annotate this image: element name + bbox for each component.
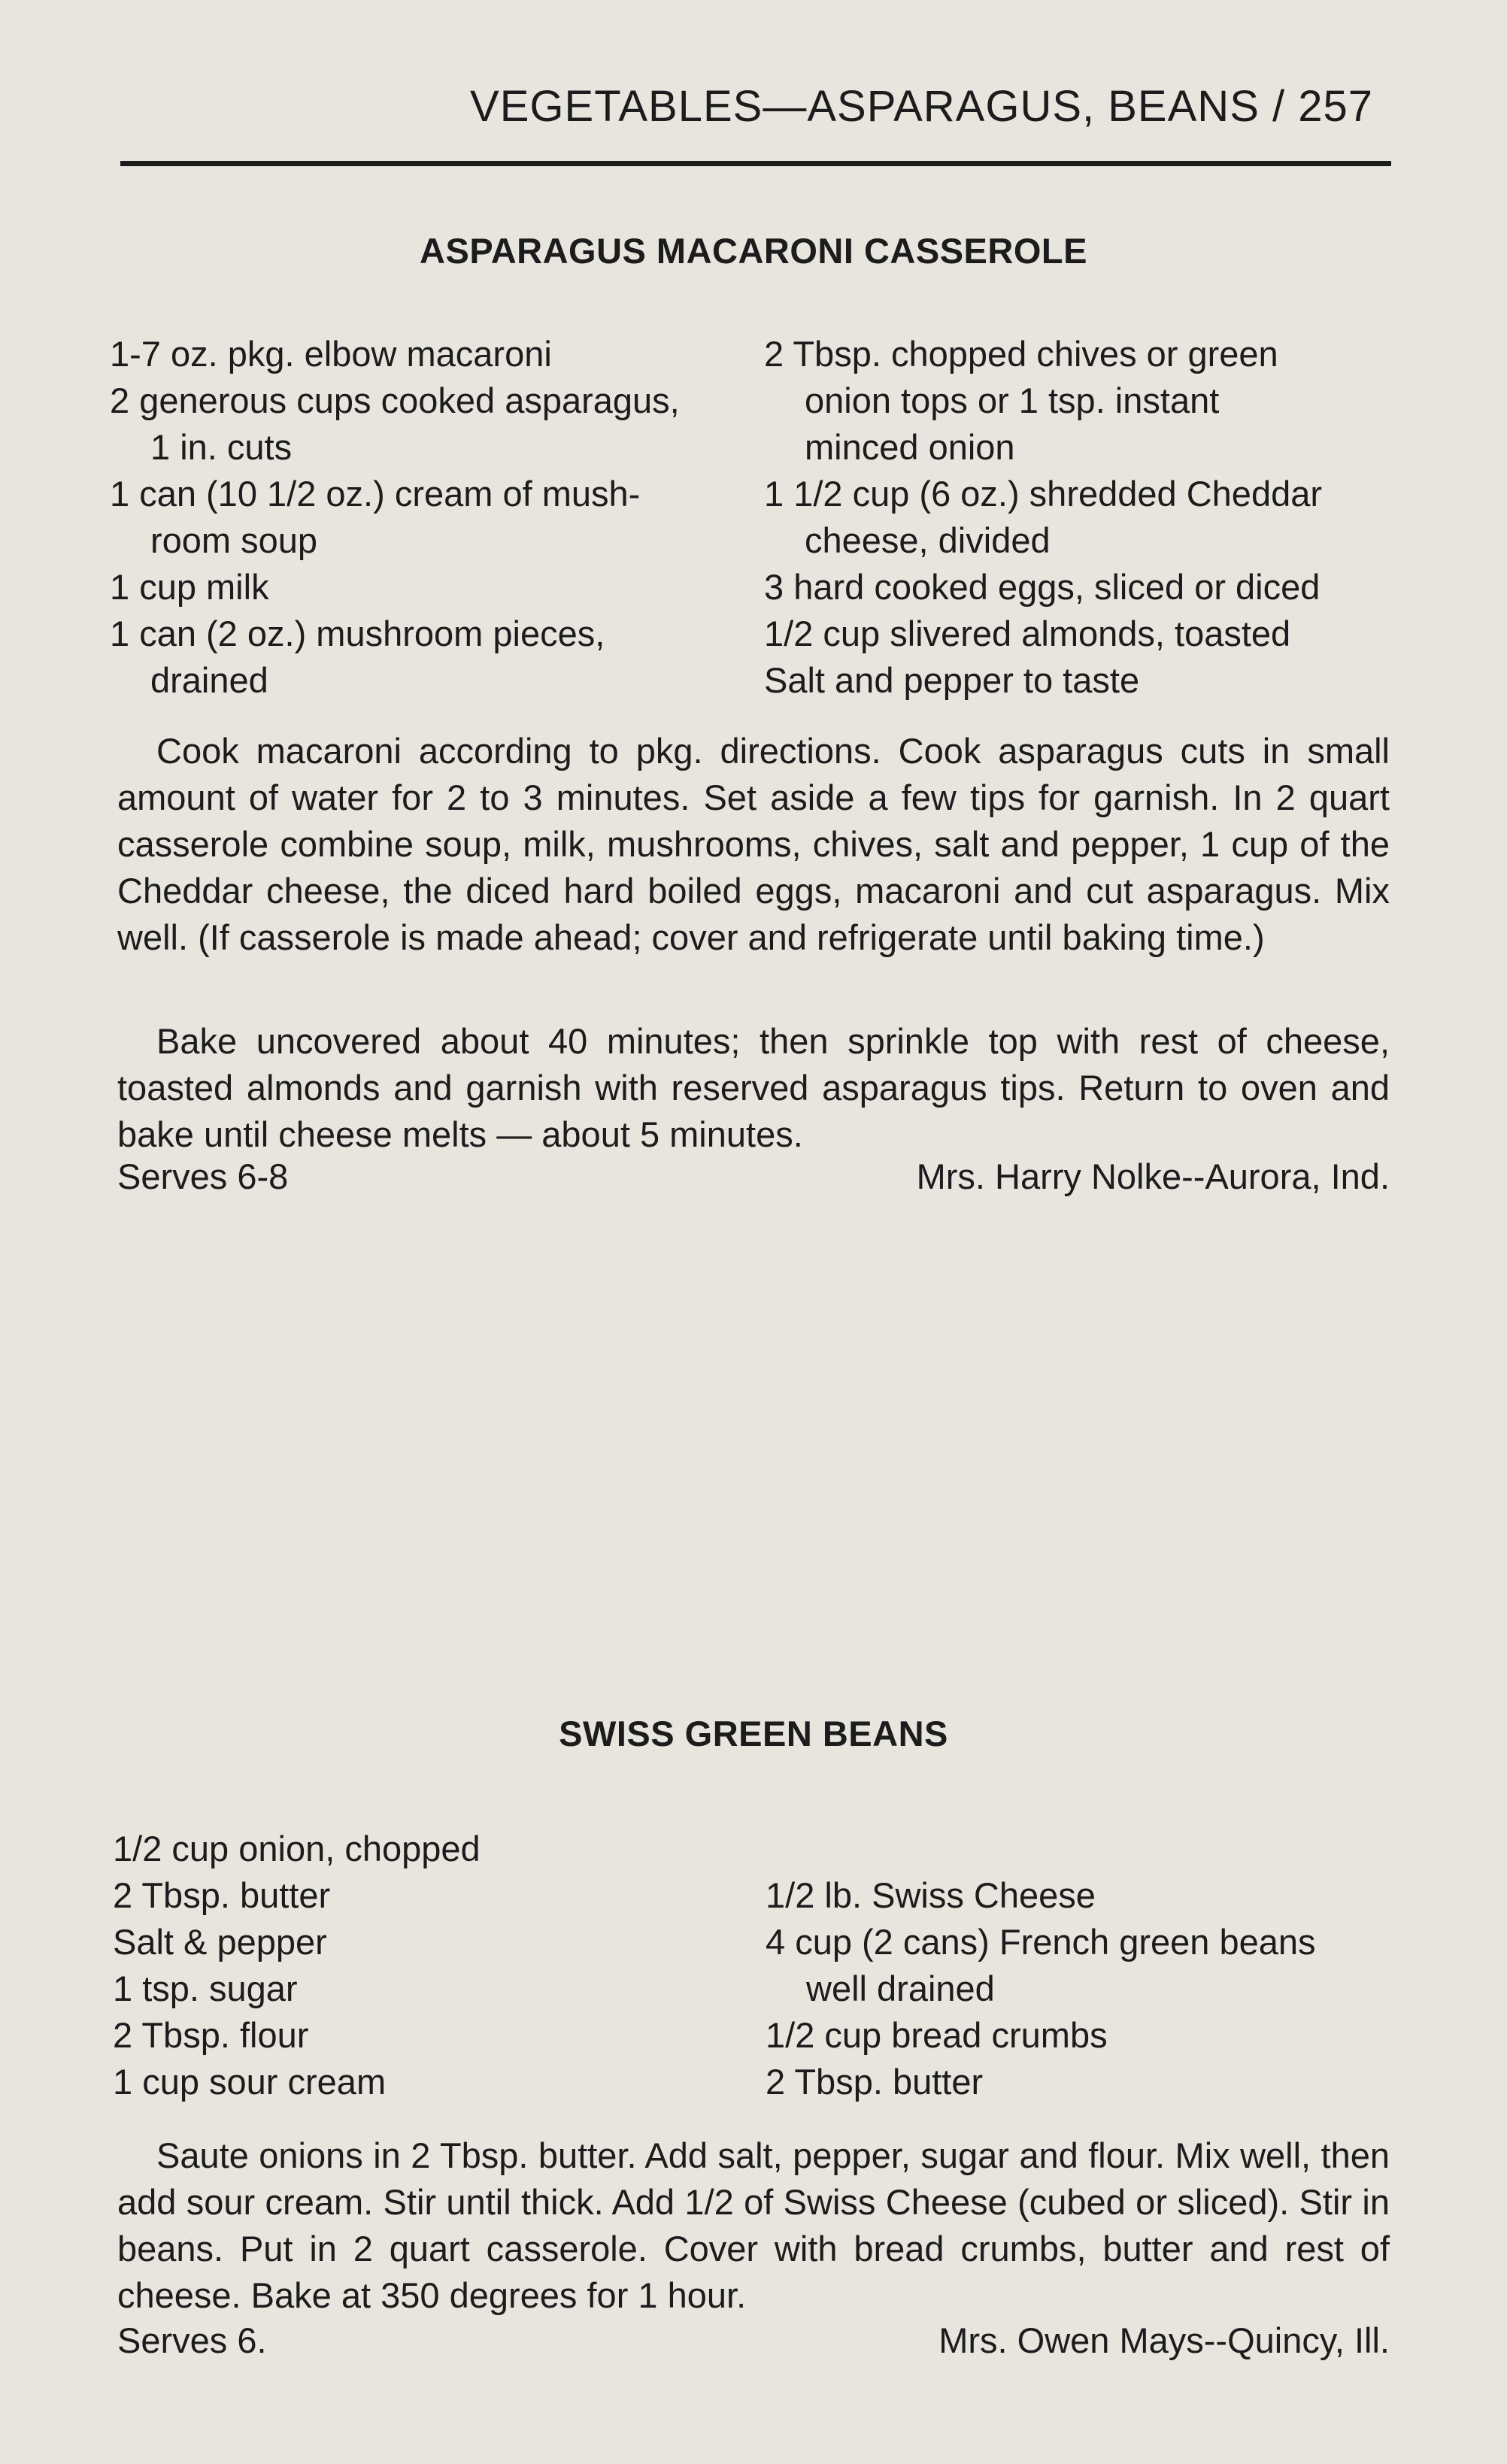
ingredients-left-asparagus — [110, 331, 680, 704]
ingredient-line: 2 Tbsp. flour — [113, 2015, 309, 2055]
ingredient-line: onion tops or 1 tsp. instant — [805, 380, 1220, 420]
ingredient-line: 1 1/2 cup (6 oz.) shredded Cheddar — [764, 474, 1323, 514]
directions-paragraph: Cook macaroni according to pkg. directions. Cook asparagus cuts in small amount of water for 2 to 3 minutes. Set aside a few tips for garnish. In 2 quart casserole combine soup, milk, mushrooms, chives, salt and pepper, 1 cup of the Cheddar cheese, the diced hard boiled eggs, macaroni and cut asparagus. Mix well. (If casserole is made ahead; cover and refrigerate until baking time.) — [117, 731, 1390, 957]
serves-text: Serves 6. — [117, 2320, 267, 2360]
ingredient-line: Salt & pepper — [113, 1922, 327, 1962]
ingredient-line: minced onion — [805, 427, 1015, 467]
directions-paragraph: Saute onions in 2 Tbsp. butter. Add salt, pepper, sugar and flour. Mix well, then add sour cream. Stir until thick. Add 1/2 of Swiss Cheese (cubed or sliced). Stir in beans. Put in 2 quart casserole. Cover with bread crumbs, butter and rest of cheese. Bake at 350 degrees for 1 hour. — [117, 2135, 1390, 2315]
running-head: VEGETABLES—ASPARAGUS, BEANS / 257 — [470, 82, 1373, 131]
ingredient-line: 1/2 lb. Swiss Cheese — [766, 1875, 1096, 1915]
recipe-title-swiss-green-beans: SWISS GREEN BEANS — [559, 1714, 948, 1753]
ingredient-line: 1 cup milk — [110, 567, 269, 607]
contributor-text: Mrs. Owen Mays--Quincy, Ill. — [938, 2320, 1390, 2360]
ingredient-line: 2 Tbsp. butter — [113, 1875, 331, 1915]
ingredients-right-asparagus — [764, 331, 1322, 704]
ingredient-line: 1 cup sour cream — [113, 2062, 387, 2102]
ingredient-line: 2 generous cups cooked asparagus, — [110, 380, 680, 420]
ingredient-line: 2 Tbsp. chopped chives or green — [764, 334, 1278, 374]
ingredient-line: 4 cup (2 cans) French green beans — [766, 1922, 1316, 1962]
ingredient-line: Salt and pepper to taste — [764, 660, 1140, 700]
ingredients-right-swiss-beans — [766, 1872, 1316, 2105]
ingredient-line: well drained — [806, 1968, 995, 2008]
ingredient-line: 1-7 oz. pkg. elbow macaroni — [110, 334, 552, 374]
recipe-title-asparagus-macaroni-casserole: ASPARAGUS MACARONI CASSEROLE — [420, 231, 1087, 271]
ingredient-line: 1 in. cuts — [150, 427, 293, 467]
ingredient-line: 1 tsp. sugar — [113, 1968, 298, 2008]
ingredient-line: 1/2 cup bread crumbs — [766, 2015, 1108, 2055]
ingredient-line: 1/2 cup onion, chopped — [113, 1829, 481, 1868]
ingredient-line: 2 Tbsp. butter — [766, 2062, 984, 2102]
ingredient-line: drained — [150, 660, 268, 700]
serves-credit-line — [117, 1153, 1390, 1200]
serves-text: Serves 6-8 — [117, 1156, 289, 1196]
ingredients-left-swiss-beans — [113, 1826, 481, 2105]
ingredient-line: 3 hard cooked eggs, sliced or diced — [764, 567, 1321, 607]
ingredient-line: 1 can (2 oz.) mushroom pieces, — [110, 614, 605, 653]
ingredient-line: room soup — [150, 520, 318, 560]
ingredient-line: 1 can (10 1/2 oz.) cream of mush- — [110, 474, 641, 514]
directions-paragraph: Bake uncovered about 40 minutes; then sprinkle top with rest of cheese, toasted almonds and garnish with reserved asparagus tips. Return to oven and bake until cheese melts — about 5 minutes. — [117, 1021, 1390, 1154]
ingredient-line: cheese, divided — [805, 520, 1051, 560]
serves-credit-line — [117, 2317, 1390, 2364]
contributor-text: Mrs. Harry Nolke--Aurora, Ind. — [916, 1156, 1390, 1196]
ingredient-line: 1/2 cup slivered almonds, toasted — [764, 614, 1291, 653]
header-rule — [120, 161, 1391, 166]
